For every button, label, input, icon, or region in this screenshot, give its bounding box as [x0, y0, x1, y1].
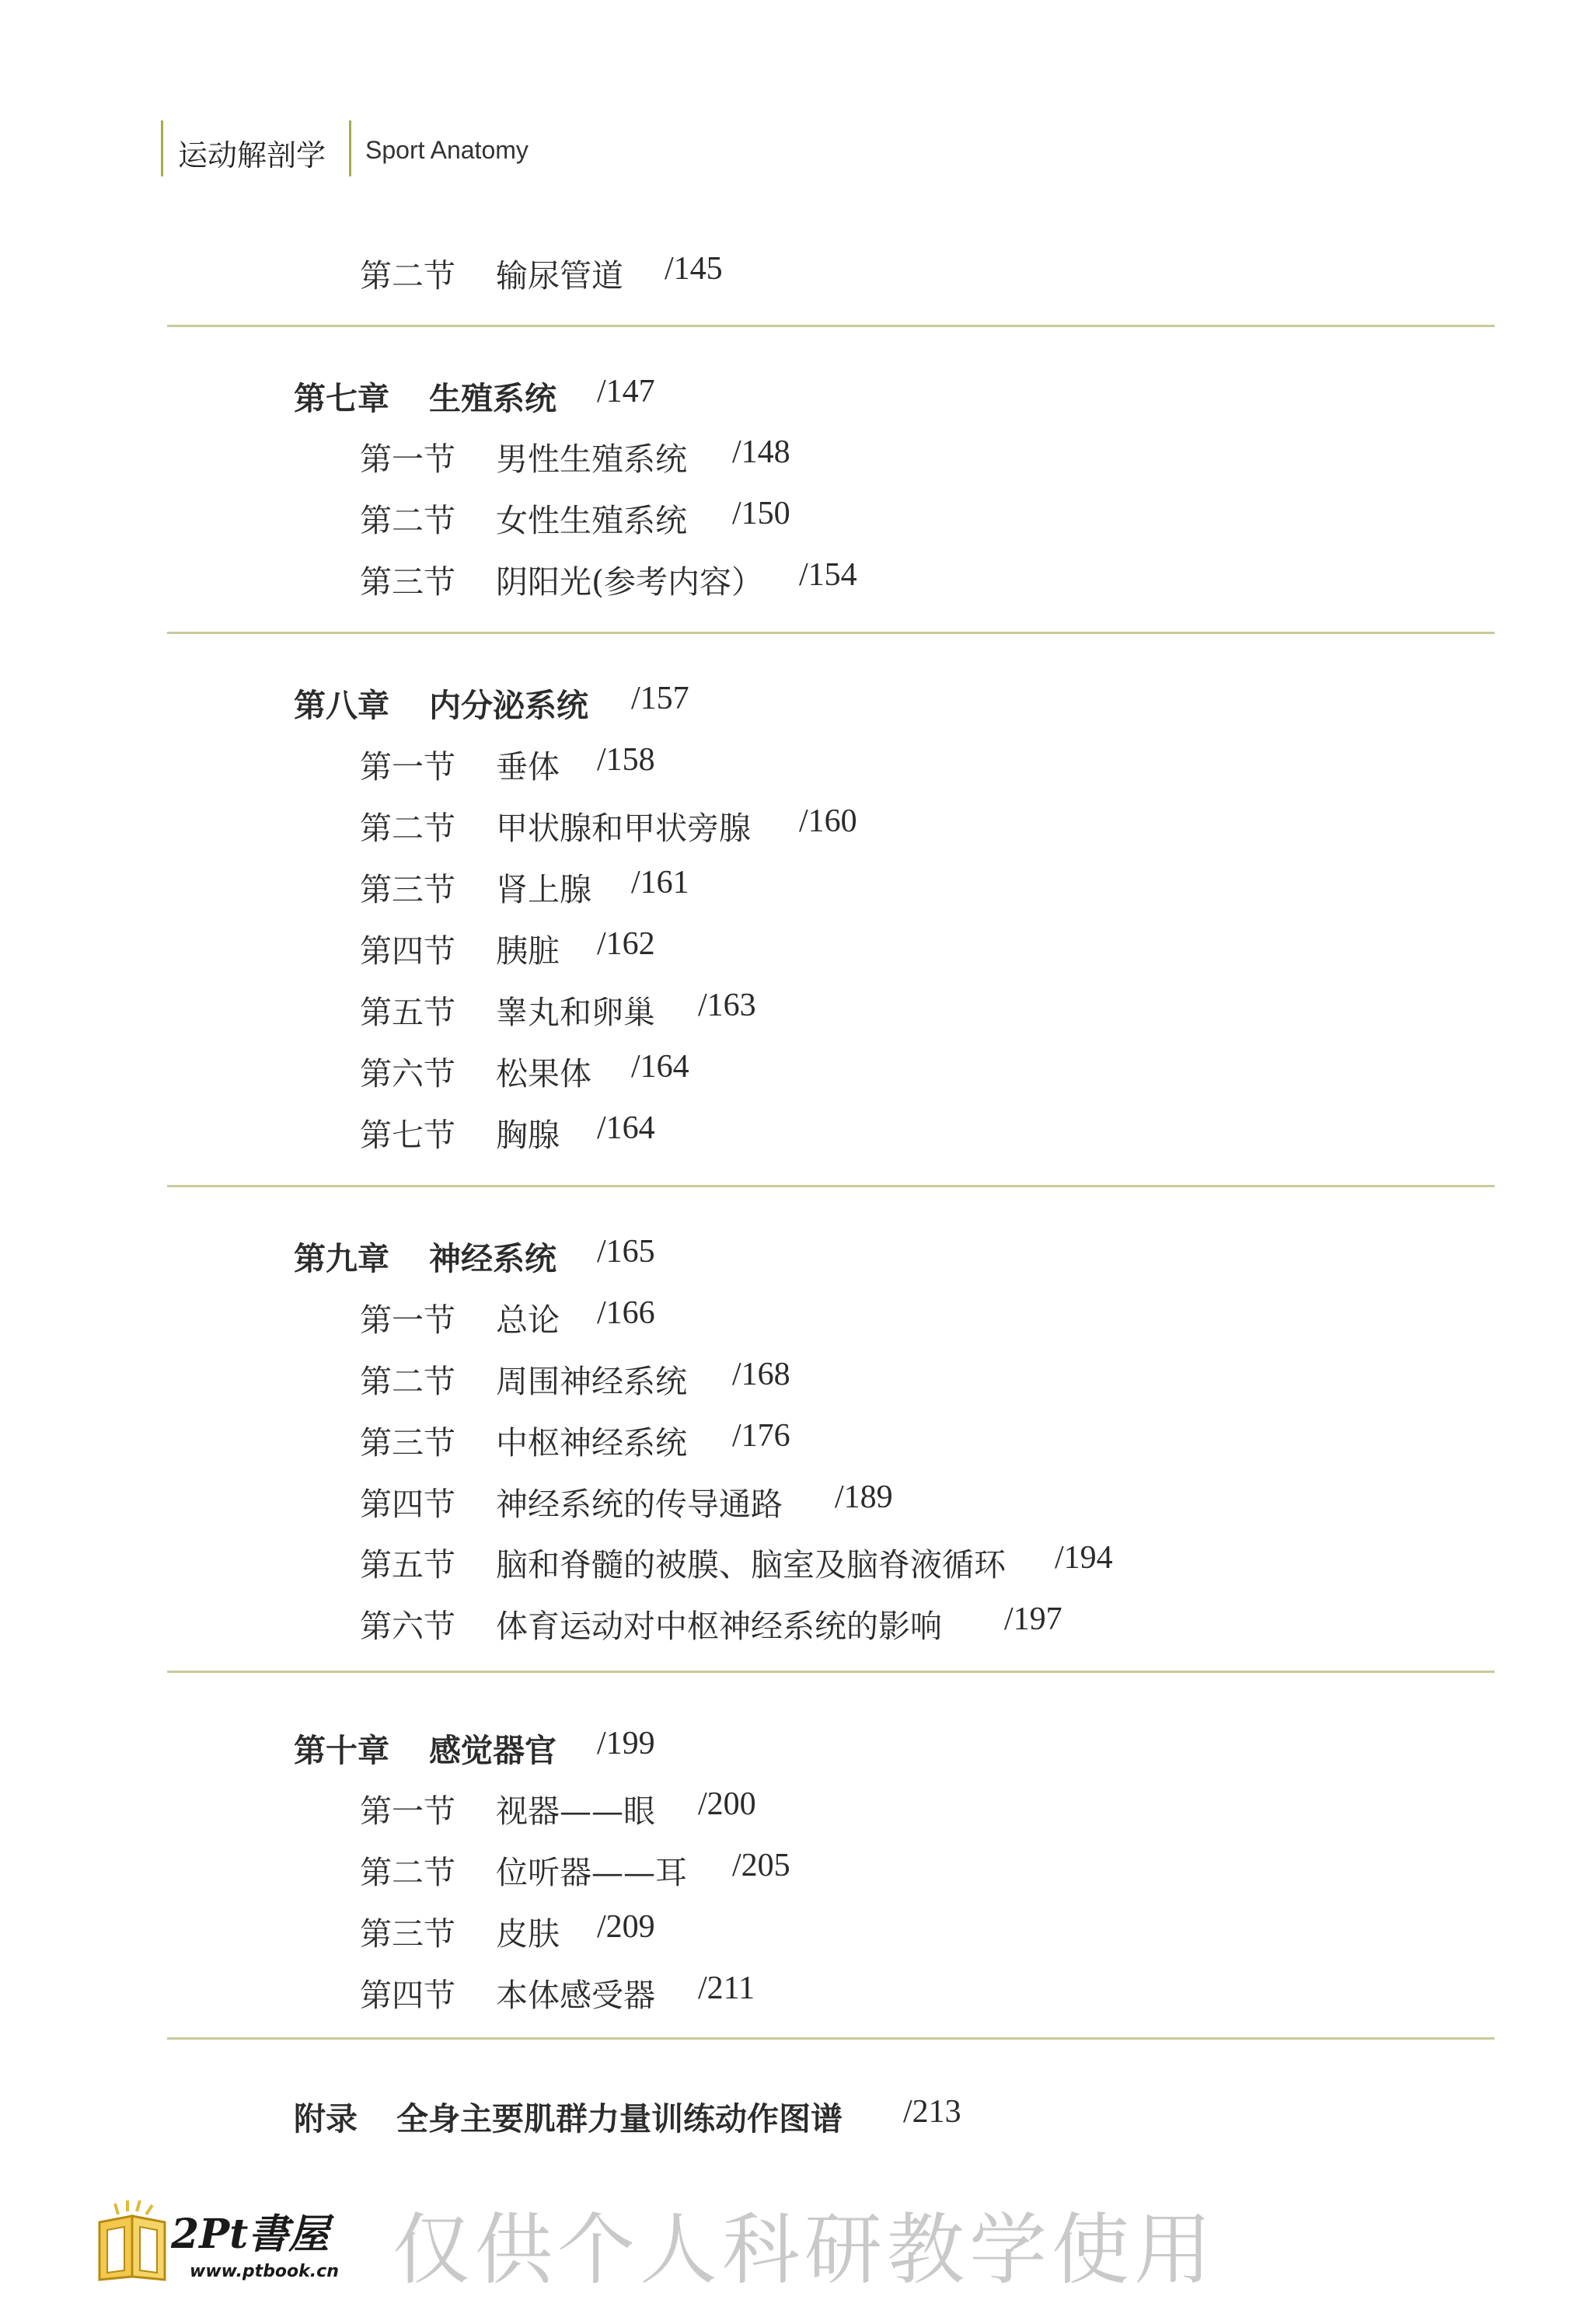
toc-title: 脑和脊髓的被膜、脑室及脑脊液循环 — [496, 1546, 1006, 1584]
toc-label: 第二节 — [360, 810, 455, 847]
toc-page-number: /147 — [597, 374, 655, 409]
toc-label: 第四节 — [360, 1486, 455, 1523]
toc-title: 总论 — [496, 1301, 560, 1339]
toc-title: 输尿管道 — [496, 257, 623, 294]
toc-title: 神经系统的传导通路 — [496, 1486, 783, 1523]
book-title: 运动解剖学 — [178, 138, 326, 172]
toc-label: 第六节 — [360, 1608, 455, 1645]
toc-label: 第七章 — [294, 380, 389, 417]
toc-page-number: /194 — [1055, 1540, 1113, 1576]
chapter-divider-rule — [167, 1671, 1495, 1673]
toc-page-number: /154 — [799, 557, 857, 593]
toc-page-number: /158 — [597, 742, 655, 778]
toc-page-number: /165 — [597, 1234, 655, 1270]
toc-title: 内分泌系统 — [429, 687, 588, 724]
toc-page-number: /189 — [835, 1479, 893, 1515]
toc-label: 第五节 — [360, 1546, 455, 1584]
toc-label: 第一节 — [360, 1301, 455, 1339]
toc-label: 第二节 — [360, 257, 455, 294]
toc-page-number: /145 — [665, 251, 723, 287]
toc-label: 第二节 — [360, 1363, 455, 1400]
toc-title: 松果体 — [496, 1055, 591, 1092]
toc-page-number: /164 — [597, 1110, 655, 1146]
toc-title: 肾上腺 — [496, 871, 591, 908]
chapter-divider-rule — [167, 632, 1495, 634]
toc-page-number: /164 — [631, 1049, 689, 1085]
toc-page-number: /168 — [732, 1357, 790, 1392]
toc-title: 胰脏 — [496, 932, 560, 970]
toc-label: 第三节 — [360, 871, 455, 908]
toc-title: 神经系统 — [429, 1240, 557, 1277]
chapter-divider-rule — [167, 2037, 1495, 2040]
toc-label: 第六节 — [360, 1055, 455, 1092]
toc-page-number: /199 — [597, 1726, 655, 1761]
toc-label: 附录 — [294, 2100, 358, 2138]
toc-page-number: /161 — [631, 865, 689, 901]
toc-title: 本体感受器 — [496, 1977, 655, 2014]
toc-page-number: /200 — [698, 1786, 756, 1822]
toc-label: 第二节 — [360, 1854, 455, 1891]
toc-label: 第五节 — [360, 994, 455, 1031]
toc-label: 第二节 — [360, 502, 455, 539]
toc-label: 第一节 — [360, 748, 455, 786]
toc-page-number: /166 — [597, 1295, 655, 1331]
book-subtitle: Sport Anatomy — [365, 136, 529, 164]
toc-title: 阴阳光(参考内容） — [496, 563, 763, 601]
toc-page-number: /209 — [597, 1909, 655, 1945]
toc-title: 生殖系统 — [429, 380, 557, 417]
toc-title: 全身主要肌群力量训练动作图谱 — [396, 2100, 843, 2138]
watermark: 仅供个人科研教学使用 — [393, 2204, 1216, 2295]
toc-label: 第八章 — [294, 687, 389, 724]
toc-page-number: /211 — [698, 1970, 755, 2006]
toc-label: 第七节 — [360, 1117, 455, 1154]
toc-label: 第四节 — [360, 932, 455, 970]
toc-label: 第三节 — [360, 1915, 455, 1953]
logo-url: www.ptbook.cn — [190, 2262, 339, 2281]
toc-title: 位听器——耳 — [496, 1854, 687, 1891]
toc-page-number: /176 — [732, 1418, 790, 1454]
toc-label: 第九章 — [294, 1240, 389, 1277]
toc-page-number: /157 — [631, 681, 689, 716]
toc-page-number: /162 — [597, 926, 655, 962]
toc-label: 第一节 — [360, 441, 455, 478]
toc-title: 垂体 — [496, 748, 560, 786]
toc-page-number: /150 — [732, 496, 790, 531]
toc-title: 睾丸和卵巢 — [496, 994, 655, 1031]
toc-title: 男性生殖系统 — [496, 441, 687, 478]
toc-label: 第三节 — [360, 1424, 455, 1462]
toc-page-number: /163 — [698, 988, 756, 1023]
chapter-divider-rule — [167, 325, 1495, 327]
toc-title: 周围神经系统 — [496, 1363, 687, 1400]
chapter-divider-rule — [167, 1185, 1495, 1187]
toc-title: 感觉器官 — [429, 1732, 557, 1769]
toc-label: 第一节 — [360, 1793, 455, 1830]
toc-title: 胸腺 — [496, 1117, 560, 1154]
ptbook-logo — [95, 2195, 351, 2304]
logo-text: 2Pt書屋 — [171, 2211, 330, 2258]
toc-page-number: /148 — [732, 434, 790, 470]
toc-title: 视器——眼 — [496, 1793, 655, 1830]
toc-title: 体育运动对中枢神经系统的影响 — [496, 1608, 942, 1645]
book-logo-icon — [95, 2199, 173, 2284]
toc-title: 中枢神经系统 — [496, 1424, 687, 1462]
toc-label: 第三节 — [360, 563, 455, 601]
toc-label: 第十章 — [294, 1732, 389, 1769]
toc-title: 皮肤 — [496, 1915, 560, 1953]
toc-page-number: /160 — [799, 803, 857, 839]
toc-page-number: /205 — [732, 1848, 790, 1883]
toc-title: 甲状腺和甲状旁腺 — [496, 810, 751, 847]
toc-title: 女性生殖系统 — [496, 502, 687, 539]
toc-label: 第四节 — [360, 1977, 455, 2014]
toc-page-number: /213 — [903, 2094, 961, 2130]
toc-page-number: /197 — [1004, 1601, 1062, 1637]
